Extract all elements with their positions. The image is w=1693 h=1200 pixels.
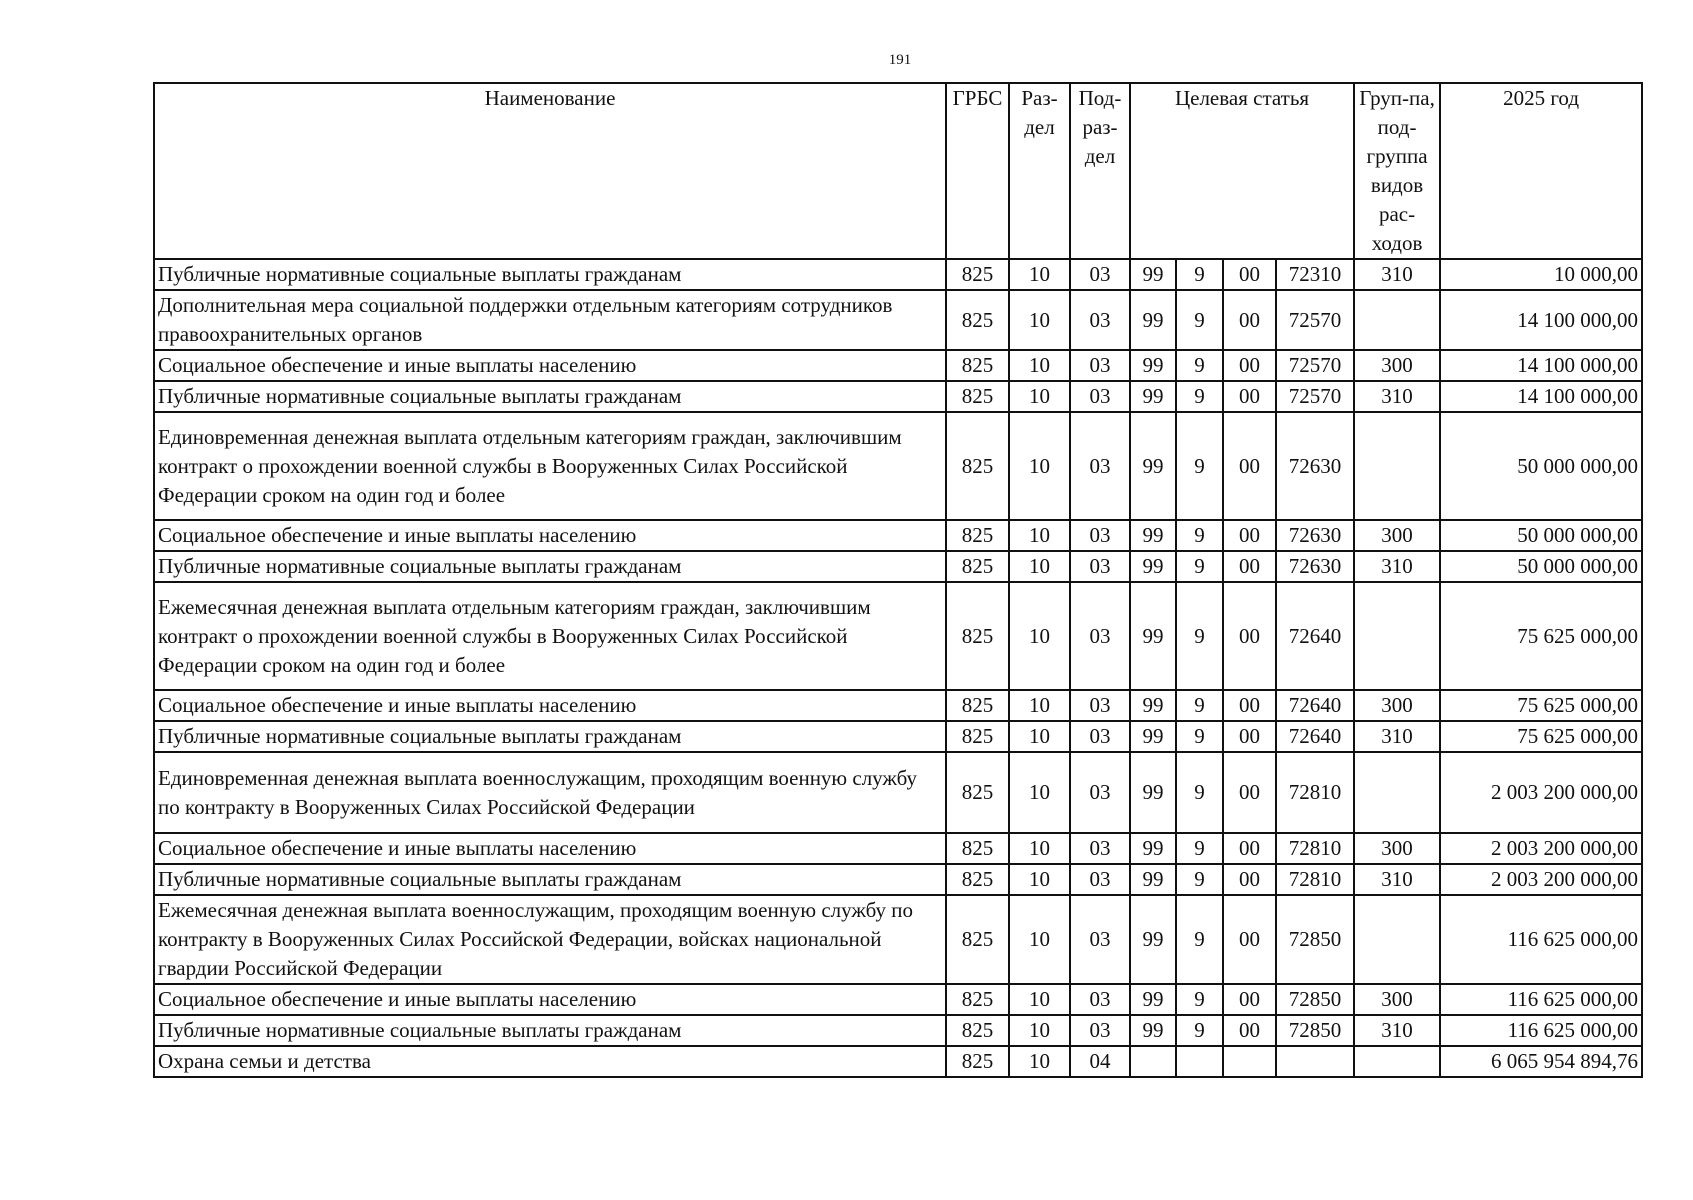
cell-amount: 116 625 000,00 bbox=[1440, 1015, 1642, 1046]
cell-podrazdel: 03 bbox=[1070, 895, 1130, 984]
cell-target-program: 99 bbox=[1130, 412, 1176, 520]
cell-expense-group: 310 bbox=[1354, 381, 1440, 412]
cell-expense-group bbox=[1354, 752, 1440, 833]
cell-target-main-event: 00 bbox=[1223, 551, 1276, 582]
cell-amount: 6 065 954 894,76 bbox=[1440, 1046, 1642, 1077]
cell-expense-group: 310 bbox=[1354, 1015, 1440, 1046]
cell-podrazdel: 03 bbox=[1070, 551, 1130, 582]
page-number: 191 bbox=[888, 52, 912, 68]
cell-target-direction: 72640 bbox=[1276, 721, 1354, 752]
cell-podrazdel: 03 bbox=[1070, 259, 1130, 290]
cell-target-main-event: 00 bbox=[1223, 582, 1276, 690]
cell-name: Единовременная денежная выплата военнослужащим, проходящим военную службу по контракту в Вооруженных Силах Российской Федерации bbox=[154, 752, 946, 833]
cell-grbs: 825 bbox=[946, 1046, 1009, 1077]
cell-podrazdel: 03 bbox=[1070, 752, 1130, 833]
cell-expense-group: 300 bbox=[1354, 984, 1440, 1015]
cell-grbs: 825 bbox=[946, 1015, 1009, 1046]
cell-grbs: 825 bbox=[946, 520, 1009, 551]
cell-grbs: 825 bbox=[946, 752, 1009, 833]
header-podrazdel: Под-раз-дел bbox=[1070, 83, 1130, 259]
cell-name: Публичные нормативные социальные выплаты гражданам bbox=[154, 551, 946, 582]
cell-name: Дополнительная мера социальной поддержки отдельным категориям сотрудников правоохранительных органов bbox=[154, 290, 946, 350]
cell-razdel: 10 bbox=[1009, 984, 1070, 1015]
header-grbs: ГРБС bbox=[946, 83, 1009, 259]
header-expense-group: Груп-па, под-группа видов рас-ходов bbox=[1354, 83, 1440, 259]
cell-razdel: 10 bbox=[1009, 582, 1070, 690]
cell-razdel: 10 bbox=[1009, 833, 1070, 864]
table-row bbox=[154, 259, 1642, 290]
cell-grbs: 825 bbox=[946, 350, 1009, 381]
cell-razdel: 10 bbox=[1009, 551, 1070, 582]
table-row bbox=[154, 833, 1642, 864]
cell-amount: 14 100 000,00 bbox=[1440, 290, 1642, 350]
cell-name: Охрана семьи и детства bbox=[154, 1046, 946, 1077]
cell-expense-group bbox=[1354, 412, 1440, 520]
cell-amount: 14 100 000,00 bbox=[1440, 381, 1642, 412]
cell-razdel: 10 bbox=[1009, 864, 1070, 895]
cell-grbs: 825 bbox=[946, 690, 1009, 721]
cell-target-program: 99 bbox=[1130, 551, 1176, 582]
cell-podrazdel: 03 bbox=[1070, 412, 1130, 520]
cell-expense-group bbox=[1354, 895, 1440, 984]
cell-amount: 50 000 000,00 bbox=[1440, 520, 1642, 551]
cell-name: Социальное обеспечение и иные выплаты населению bbox=[154, 690, 946, 721]
cell-expense-group: 310 bbox=[1354, 259, 1440, 290]
cell-expense-group: 310 bbox=[1354, 721, 1440, 752]
table-row bbox=[154, 984, 1642, 1015]
table-row bbox=[154, 520, 1642, 551]
table-row bbox=[154, 582, 1642, 690]
cell-amount: 116 625 000,00 bbox=[1440, 984, 1642, 1015]
cell-target-main-event: 00 bbox=[1223, 833, 1276, 864]
table-row bbox=[154, 350, 1642, 381]
cell-target-subprogram: 9 bbox=[1176, 582, 1223, 690]
table-row bbox=[154, 752, 1642, 833]
cell-grbs: 825 bbox=[946, 895, 1009, 984]
cell-name: Публичные нормативные социальные выплаты гражданам bbox=[154, 381, 946, 412]
cell-podrazdel: 03 bbox=[1070, 864, 1130, 895]
cell-podrazdel: 04 bbox=[1070, 1046, 1130, 1077]
cell-razdel: 10 bbox=[1009, 895, 1070, 984]
cell-name: Социальное обеспечение и иные выплаты населению bbox=[154, 833, 946, 864]
cell-target-program: 99 bbox=[1130, 984, 1176, 1015]
cell-target-program: 99 bbox=[1130, 833, 1176, 864]
table-row bbox=[154, 721, 1642, 752]
cell-podrazdel: 03 bbox=[1070, 520, 1130, 551]
cell-target-program: 99 bbox=[1130, 1015, 1176, 1046]
cell-target-subprogram: 9 bbox=[1176, 864, 1223, 895]
cell-target-main-event: 00 bbox=[1223, 259, 1276, 290]
cell-name: Социальное обеспечение и иные выплаты населению bbox=[154, 350, 946, 381]
cell-expense-group: 300 bbox=[1354, 833, 1440, 864]
cell-target-subprogram bbox=[1176, 1046, 1223, 1077]
cell-razdel: 10 bbox=[1009, 1046, 1070, 1077]
cell-target-program: 99 bbox=[1130, 350, 1176, 381]
cell-name: Публичные нормативные социальные выплаты гражданам bbox=[154, 864, 946, 895]
cell-target-program: 99 bbox=[1130, 582, 1176, 690]
cell-target-main-event: 00 bbox=[1223, 412, 1276, 520]
cell-target-subprogram: 9 bbox=[1176, 721, 1223, 752]
budget-table bbox=[153, 82, 1643, 1078]
table-row bbox=[154, 290, 1642, 350]
cell-expense-group: 300 bbox=[1354, 520, 1440, 551]
cell-grbs: 825 bbox=[946, 412, 1009, 520]
cell-amount: 2 003 200 000,00 bbox=[1440, 833, 1642, 864]
cell-podrazdel: 03 bbox=[1070, 582, 1130, 690]
cell-expense-group: 300 bbox=[1354, 350, 1440, 381]
cell-razdel: 10 bbox=[1009, 350, 1070, 381]
cell-grbs: 825 bbox=[946, 381, 1009, 412]
cell-podrazdel: 03 bbox=[1070, 690, 1130, 721]
cell-target-main-event: 00 bbox=[1223, 984, 1276, 1015]
cell-expense-group: 300 bbox=[1354, 690, 1440, 721]
cell-podrazdel: 03 bbox=[1070, 984, 1130, 1015]
cell-target-program: 99 bbox=[1130, 895, 1176, 984]
cell-razdel: 10 bbox=[1009, 721, 1070, 752]
cell-target-main-event bbox=[1223, 1046, 1276, 1077]
cell-target-program: 99 bbox=[1130, 520, 1176, 551]
cell-target-direction: 72810 bbox=[1276, 833, 1354, 864]
cell-podrazdel: 03 bbox=[1070, 833, 1130, 864]
cell-target-subprogram: 9 bbox=[1176, 551, 1223, 582]
table-row bbox=[154, 381, 1642, 412]
table-row bbox=[154, 1015, 1642, 1046]
cell-target-direction bbox=[1276, 1046, 1354, 1077]
cell-target-direction: 72630 bbox=[1276, 551, 1354, 582]
cell-target-subprogram: 9 bbox=[1176, 895, 1223, 984]
cell-target-direction: 72630 bbox=[1276, 520, 1354, 551]
cell-target-direction: 72810 bbox=[1276, 752, 1354, 833]
header-target-article: Целевая статья bbox=[1130, 83, 1354, 259]
cell-target-main-event: 00 bbox=[1223, 895, 1276, 984]
cell-amount: 50 000 000,00 bbox=[1440, 412, 1642, 520]
cell-target-subprogram: 9 bbox=[1176, 412, 1223, 520]
cell-grbs: 825 bbox=[946, 290, 1009, 350]
cell-target-subprogram: 9 bbox=[1176, 752, 1223, 833]
cell-target-subprogram: 9 bbox=[1176, 259, 1223, 290]
table-row bbox=[154, 1046, 1642, 1077]
cell-target-main-event: 00 bbox=[1223, 721, 1276, 752]
cell-target-subprogram: 9 bbox=[1176, 381, 1223, 412]
cell-amount: 50 000 000,00 bbox=[1440, 551, 1642, 582]
cell-target-subprogram: 9 bbox=[1176, 1015, 1223, 1046]
cell-target-main-event: 00 bbox=[1223, 690, 1276, 721]
cell-target-direction: 72810 bbox=[1276, 864, 1354, 895]
cell-podrazdel: 03 bbox=[1070, 290, 1130, 350]
cell-razdel: 10 bbox=[1009, 381, 1070, 412]
table-body bbox=[154, 259, 1642, 1077]
cell-target-program: 99 bbox=[1130, 259, 1176, 290]
cell-expense-group bbox=[1354, 290, 1440, 350]
cell-expense-group: 310 bbox=[1354, 551, 1440, 582]
cell-razdel: 10 bbox=[1009, 752, 1070, 833]
header-year: 2025 год bbox=[1440, 83, 1642, 259]
table-row bbox=[154, 690, 1642, 721]
cell-razdel: 10 bbox=[1009, 412, 1070, 520]
cell-name: Публичные нормативные социальные выплаты гражданам bbox=[154, 259, 946, 290]
cell-podrazdel: 03 bbox=[1070, 350, 1130, 381]
cell-target-direction: 72640 bbox=[1276, 690, 1354, 721]
cell-amount: 116 625 000,00 bbox=[1440, 895, 1642, 984]
cell-target-direction: 72640 bbox=[1276, 582, 1354, 690]
cell-amount: 75 625 000,00 bbox=[1440, 582, 1642, 690]
cell-target-main-event: 00 bbox=[1223, 864, 1276, 895]
cell-podrazdel: 03 bbox=[1070, 381, 1130, 412]
cell-target-subprogram: 9 bbox=[1176, 833, 1223, 864]
header-razdel: Раз-дел bbox=[1009, 83, 1070, 259]
cell-name: Публичные нормативные социальные выплаты гражданам bbox=[154, 721, 946, 752]
cell-amount: 75 625 000,00 bbox=[1440, 721, 1642, 752]
table-row bbox=[154, 864, 1642, 895]
table-header-row bbox=[154, 83, 1642, 259]
cell-target-main-event: 00 bbox=[1223, 350, 1276, 381]
cell-grbs: 825 bbox=[946, 259, 1009, 290]
cell-target-program: 99 bbox=[1130, 690, 1176, 721]
cell-grbs: 825 bbox=[946, 864, 1009, 895]
cell-target-program: 99 bbox=[1130, 752, 1176, 833]
cell-target-subprogram: 9 bbox=[1176, 690, 1223, 721]
table-row bbox=[154, 412, 1642, 520]
cell-grbs: 825 bbox=[946, 984, 1009, 1015]
cell-expense-group: 310 bbox=[1354, 864, 1440, 895]
cell-name: Ежемесячная денежная выплата военнослужащим, проходящим военную службу по контракту в Вооруженных Силах Российской Федерации, войсках национальной гвардии Российской Федерации bbox=[154, 895, 946, 984]
cell-amount: 75 625 000,00 bbox=[1440, 690, 1642, 721]
cell-target-main-event: 00 bbox=[1223, 520, 1276, 551]
cell-target-program: 99 bbox=[1130, 864, 1176, 895]
header-name: Наименование bbox=[154, 83, 946, 259]
cell-target-subprogram: 9 bbox=[1176, 520, 1223, 551]
cell-amount: 2 003 200 000,00 bbox=[1440, 864, 1642, 895]
cell-expense-group bbox=[1354, 582, 1440, 690]
cell-target-main-event: 00 bbox=[1223, 381, 1276, 412]
cell-grbs: 825 bbox=[946, 721, 1009, 752]
cell-target-direction: 72630 bbox=[1276, 412, 1354, 520]
cell-target-subprogram: 9 bbox=[1176, 350, 1223, 381]
cell-amount: 2 003 200 000,00 bbox=[1440, 752, 1642, 833]
cell-podrazdel: 03 bbox=[1070, 721, 1130, 752]
cell-target-program bbox=[1130, 1046, 1176, 1077]
cell-name: Единовременная денежная выплата отдельным категориям граждан, заключившим контракт о прохождении военной службы в Вооруженных Силах Российской Федерации сроком на один год и более bbox=[154, 412, 946, 520]
cell-target-direction: 72570 bbox=[1276, 290, 1354, 350]
cell-grbs: 825 bbox=[946, 582, 1009, 690]
cell-name: Социальное обеспечение и иные выплаты населению bbox=[154, 984, 946, 1015]
cell-target-direction: 72850 bbox=[1276, 984, 1354, 1015]
cell-razdel: 10 bbox=[1009, 259, 1070, 290]
cell-target-direction: 72570 bbox=[1276, 381, 1354, 412]
cell-podrazdel: 03 bbox=[1070, 1015, 1130, 1046]
cell-name: Публичные нормативные социальные выплаты гражданам bbox=[154, 1015, 946, 1046]
cell-target-direction: 72850 bbox=[1276, 1015, 1354, 1046]
cell-expense-group bbox=[1354, 1046, 1440, 1077]
cell-target-subprogram: 9 bbox=[1176, 984, 1223, 1015]
cell-target-program: 99 bbox=[1130, 721, 1176, 752]
cell-target-main-event: 00 bbox=[1223, 752, 1276, 833]
cell-amount: 10 000,00 bbox=[1440, 259, 1642, 290]
cell-target-main-event: 00 bbox=[1223, 290, 1276, 350]
cell-razdel: 10 bbox=[1009, 520, 1070, 551]
table-row bbox=[154, 895, 1642, 984]
cell-target-direction: 72570 bbox=[1276, 350, 1354, 381]
cell-target-program: 99 bbox=[1130, 290, 1176, 350]
cell-target-subprogram: 9 bbox=[1176, 290, 1223, 350]
cell-razdel: 10 bbox=[1009, 290, 1070, 350]
cell-grbs: 825 bbox=[946, 551, 1009, 582]
cell-razdel: 10 bbox=[1009, 690, 1070, 721]
cell-target-direction: 72850 bbox=[1276, 895, 1354, 984]
cell-name: Социальное обеспечение и иные выплаты населению bbox=[154, 520, 946, 551]
cell-amount: 14 100 000,00 bbox=[1440, 350, 1642, 381]
cell-target-program: 99 bbox=[1130, 381, 1176, 412]
table-row bbox=[154, 551, 1642, 582]
cell-razdel: 10 bbox=[1009, 1015, 1070, 1046]
cell-target-main-event: 00 bbox=[1223, 1015, 1276, 1046]
cell-name: Ежемесячная денежная выплата отдельным категориям граждан, заключившим контракт о прохождении военной службы в Вооруженных Силах Российской Федерации сроком на один год и более bbox=[154, 582, 946, 690]
cell-target-direction: 72310 bbox=[1276, 259, 1354, 290]
cell-grbs: 825 bbox=[946, 833, 1009, 864]
